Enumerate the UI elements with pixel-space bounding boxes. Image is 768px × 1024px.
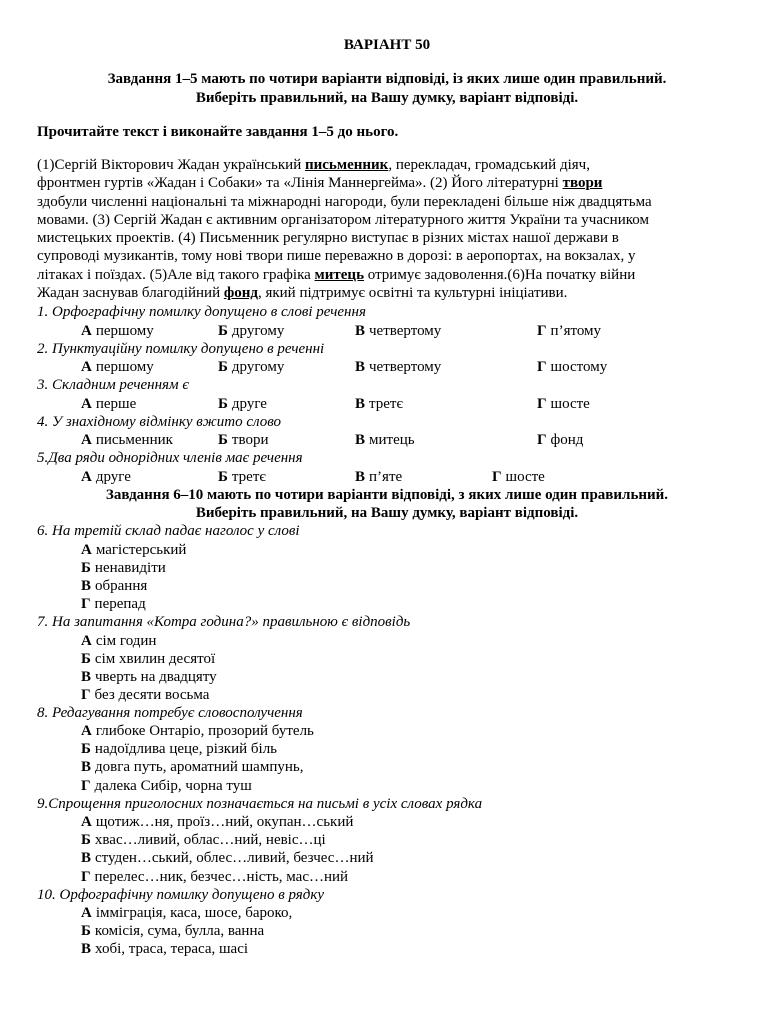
text-line: (1)Сергій Вікторович Жадан український письменник, перекладач, громадський діяч, <box>37 157 590 173</box>
option-b: Б друге <box>218 396 267 412</box>
text-line: мистецьких проектів. (4) Письменник регулярно виступає в різних містах нашої держави в <box>37 230 619 247</box>
text-line: Жадан заснував благодійний фонд, який підтримує освітні та культурні ініціативи. <box>37 285 568 302</box>
keyword: письменник <box>304 157 389 173</box>
text-line: здобули численні національні та міжнародні нагороди, були перекладені більше ніж двадцятьма <box>37 193 652 210</box>
option-b: Б комісія, сума, булла, ванна <box>81 923 265 939</box>
option-g: Г шостому <box>537 359 608 375</box>
question-2: 2. Пунктуаційну помилку допущено в реченні <box>37 341 325 357</box>
option-a: А першому <box>81 323 154 339</box>
option-b: Б сім хвилин десятої <box>81 651 216 667</box>
instruction-line: Завдання 1–5 мають по чотири варіанти відповіді, із яких лише один правильний. <box>107 71 667 87</box>
option-a: А письменник <box>81 432 173 448</box>
option-g: Г шосте <box>537 396 590 412</box>
option-b: Б третє <box>218 469 266 485</box>
question-1: 1. Орфографічну помилку допущено в слові речення <box>37 304 366 320</box>
option-v: В четвертому <box>355 323 442 339</box>
answer-row <box>37 468 737 486</box>
text-line: супроводі музикантів, тому нові твори пише переважно в дорозі: в аеропортах, на вокзалах, у <box>37 248 636 265</box>
option-g: Г далека Сибір, чорна туш <box>81 778 252 794</box>
text-line: мовами. (3) Сергій Жадан є активним організатором літературного життя України та учасником <box>37 211 649 228</box>
option-a: А першому <box>81 359 154 375</box>
keyword: твори <box>562 175 603 192</box>
question-10: 10. Орфографічну помилку допущено в рядку <box>37 887 325 903</box>
option-b: Б другому <box>218 359 285 375</box>
keyword: фонд <box>223 285 258 302</box>
option-v: В митець <box>355 432 415 448</box>
option-b: Б твори <box>218 432 269 448</box>
option-g: Г фонд <box>537 432 584 448</box>
reading-text <box>37 156 737 302</box>
instruction-line: Завдання 6–10 мають по чотири варіанти відповіді, з яких лише один правильний. <box>105 487 669 503</box>
question-4: 4. У знахідному відмінку вжито слово <box>37 414 282 430</box>
text-line: фронтмен гуртів «Жадан і Собаки» та «Лінія Маннергейма». (2) Його літературні твори <box>37 175 603 192</box>
option-b: Б другому <box>218 323 285 339</box>
answer-row <box>37 431 737 449</box>
question-9: 9.Спрощення приголосних позначається на письмі в усіх словах рядка <box>37 796 483 812</box>
option-a: А глибоке Онтаріо, прозорий бутель <box>81 723 314 739</box>
option-g: Г п’ятому <box>537 323 602 339</box>
option-v: В п’яте <box>355 469 403 485</box>
option-v: В студен…ський, облес…ливий, безчес…ний <box>81 850 374 866</box>
option-v: В обрання <box>81 578 148 594</box>
question-7: 7. На запитання «Котра година?» правильною є відповідь <box>37 614 411 630</box>
option-a: А щотиж…ня, проїз…ний, окупан…ський <box>81 814 354 830</box>
question-3: 3. Складним реченням є <box>37 377 189 393</box>
option-g: Г перепад <box>81 596 146 612</box>
reading-lead: Прочитайте текст і виконайте завдання 1–5 до нього. <box>37 124 399 140</box>
answer-row <box>37 358 737 376</box>
text-line: літаках і поїздах. (5)Але від такого графіка митець отримує задоволення.(6)На початку війни <box>37 266 636 283</box>
instruction-line: Виберіть правильний, на Вашу думку, варіант відповіді. <box>195 90 579 106</box>
option-v: В чверть на двадцяту <box>81 669 217 685</box>
answer-row <box>37 322 737 340</box>
option-b: Б надоїдлива цеце, різкий біль <box>81 741 278 757</box>
question-8: 8. Редагування потребує словосполучення <box>37 705 303 721</box>
option-a: А перше <box>81 396 137 412</box>
option-a: А сім годин <box>81 633 157 649</box>
option-b: Б ненавидіти <box>81 560 166 576</box>
option-v: В четвертому <box>355 359 442 375</box>
question-5: 5.Два ряди однорідних членів має речення <box>37 450 303 466</box>
option-g: Г перелес…ник, безчес…ність, мас…ний <box>81 869 349 885</box>
option-g: Г шосте <box>492 469 545 485</box>
instruction-line: Виберіть правильний, на Вашу думку, варіант відповіді. <box>195 505 579 521</box>
option-g: Г без десяти восьма <box>81 687 210 703</box>
option-a: А друге <box>81 469 131 485</box>
option-a: А магістерський <box>81 542 187 558</box>
option-v: В третє <box>355 396 403 412</box>
answer-row <box>37 395 737 413</box>
option-v: В довга путь, ароматний шампунь, <box>81 759 304 775</box>
option-a: А імміграція, каса, шосе, бароко, <box>81 905 293 921</box>
question-6: 6. На третій склад падає наголос у слові <box>37 523 300 539</box>
keyword: митець <box>314 266 365 283</box>
option-b: Б хвас…ливий, облас…ний, невіс…ці <box>81 832 326 848</box>
page-title: ВАРІАНТ 50 <box>343 37 431 53</box>
option-v: В хобі, траса, тераса, шасі <box>81 941 249 957</box>
